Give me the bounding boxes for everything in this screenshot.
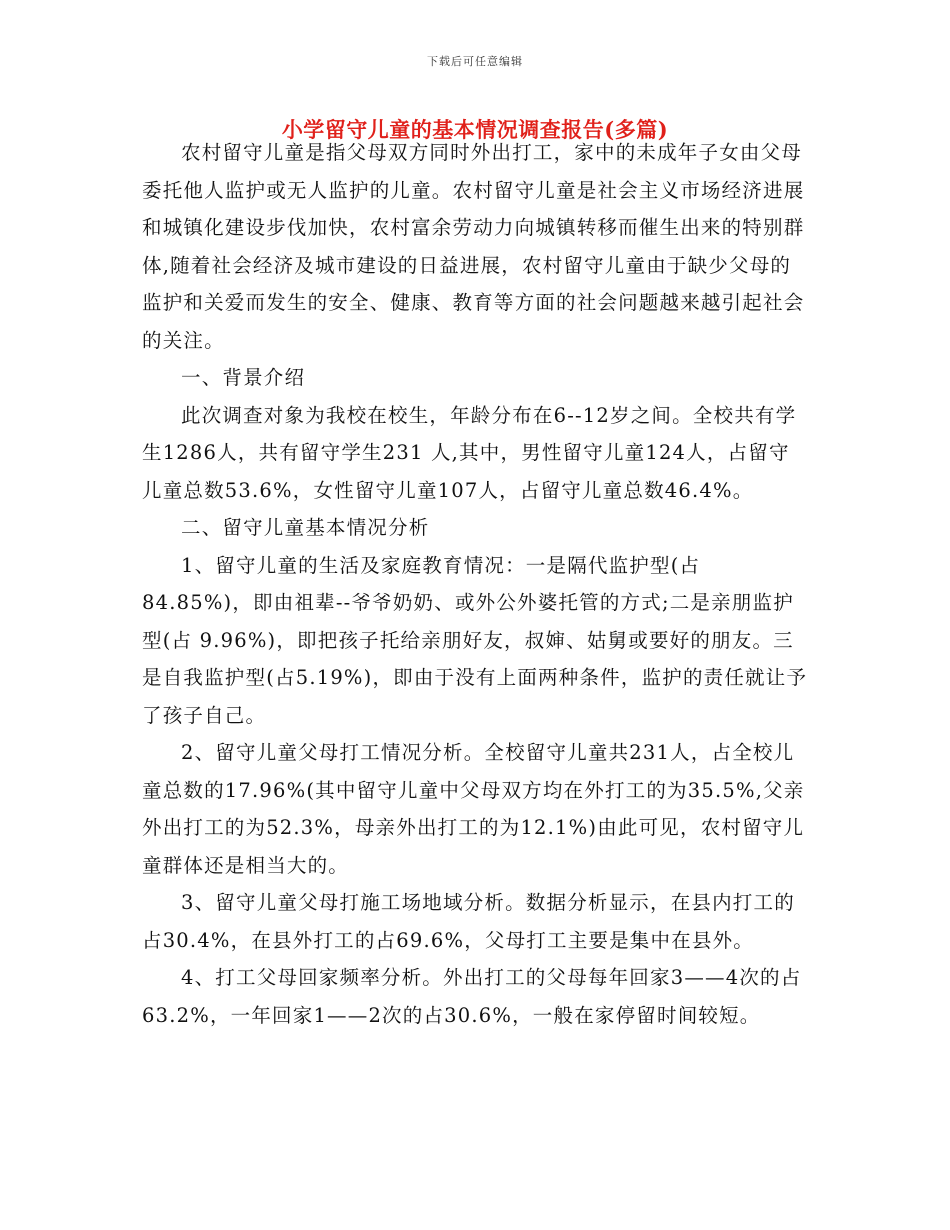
document-title: 小学留守儿童的基本情况调查报告(多篇) xyxy=(281,117,669,142)
paragraph-survey-subjects: 此次调查对象为我校在校生，年龄分布在6--12岁之间。全校共有学生1286人，共有留守学生231 人,其中，男性留守儿童124人，占留守儿童总数53.6%，女性留守儿童107人，占留守儿童总数46.4%。 xyxy=(142,403,797,502)
page-header-note: 下载后可任意编辑 xyxy=(427,55,523,68)
document-body xyxy=(142,134,810,1034)
section-heading-analysis: 二、留守儿童基本情况分析 xyxy=(181,516,430,539)
paragraph-return-frequency: 4、打工父母回家频率分析。外出打工的父母每年回家3——4次的占63.2%，一年回家1——2次的占30.6%，一般在家停留时间较短。 xyxy=(142,966,802,1027)
section-heading-background: 一、背景介绍 xyxy=(181,366,306,389)
paragraph-intro: 农村留守儿童是指父母双方同时外出打工，家中的未成年子女由父母委托他人监护或无人监护的儿童。农村留守儿童是社会主义市场经济进展和城镇化建设步伐加快，农村富余劳动力向城镇转移而催生出来的特别群体,随着社会经济及城市建设的日益进展，农村留守儿童由于缺少父母的监护和关爱而发生的安全、健康、教育等方面的社会问题越来越引起社会的关注。 xyxy=(142,141,805,352)
paragraph-living-situation: 1、留守儿童的生活及家庭教育情况：一是隔代监护型(占84.85%)，即由祖辈--爷爷奶奶、或外公外婆托管的方式;二是亲朋监护型(占 9.96%)，即把孩子托给亲朋好友，叔婶、姑舅或要好的朋友。三是自我监护型(占5.19%)，即由于没有上面两种条件，监护的责任就让予了孩子自己。 xyxy=(142,553,808,727)
paragraph-work-region: 3、留守儿童父母打施工场地域分析。数据分析显示，在县内打工的占30.4%，在县外打工的占69.6%，父母打工主要是集中在县外。 xyxy=(142,891,795,952)
paragraph-parents-work: 2、留守儿童父母打工情况分析。全校留守儿童共231人，占全校儿童总数的17.96%(其中留守儿童中父母双方均在外打工的为35.5%,父亲外出打工的为52.3%，母亲外出打工的为12.1%)由此可见，农村留守儿童群体还是相当大的。 xyxy=(142,741,805,877)
